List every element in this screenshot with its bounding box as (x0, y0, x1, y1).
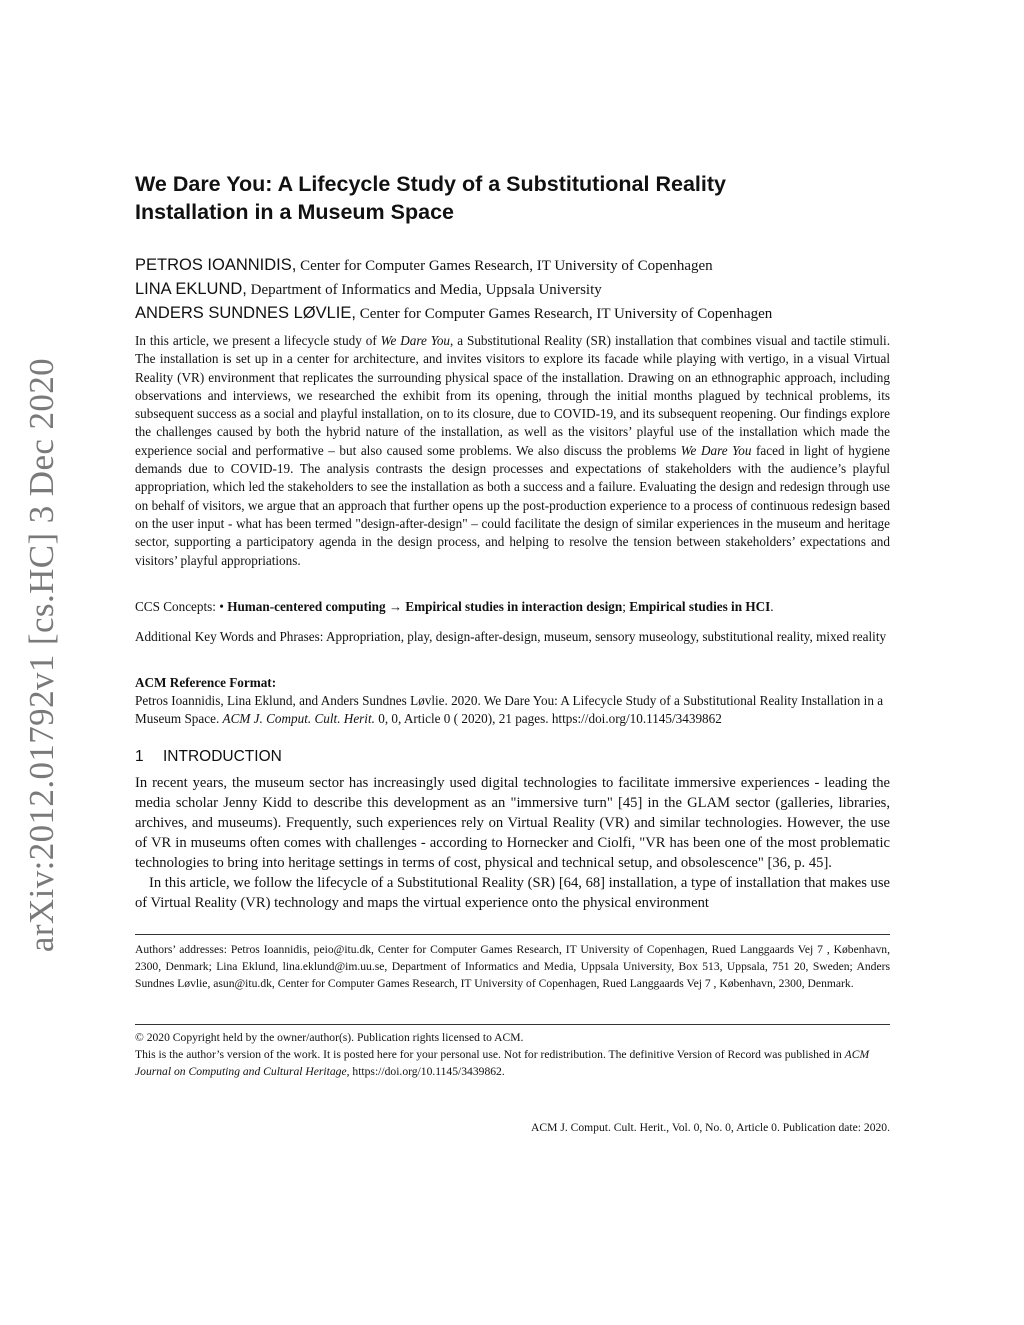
intro-paragraph-2: In this article, we follow the lifecycle of a Substitutional Reality (SR) [64, 68] installation, a type of installation that makes use of Virtual Reality (VR) technology and maps the virtual experience onto the physical environment (135, 875, 890, 911)
section-heading (135, 747, 282, 767)
acm-reference-part-1: Petros Ioannidis, Lina Eklund, and Anders Sundnes Løvlie. 2020. We Dare You: A Lifecycle Study of a Substitutional Reality Installation in a Museum Space. (135, 693, 884, 726)
copyright-text-a: This is the author’s version of the work. It is posted here for your personal use. Not for redistribution. The definitive Version of Record was published in (135, 1048, 845, 1061)
author-entry (135, 302, 890, 326)
abstract (135, 332, 890, 570)
authors-addresses: Authors’ addresses: Petros Ioannidis, peio@itu.dk, Center for Computer Games Research, IT University of Copenhagen, Rued Langgaards Vej 7 , København, 2300, Denmark; Lina Eklund, lina.eklund@im.uu.se, Department of Informatics and Media, Uppsala University, Box 513, Uppsala, 751 20, Sweden; Anders Sundnes Løvlie, asun@itu.dk, Center for Computer Games Research, IT University of Copenhagen, Rued Langgaards Vej 7 , København, 2300, Denmark. (135, 943, 890, 990)
paper-title (135, 170, 890, 226)
title-line-1: We Dare You: A Lifecycle Study of a Substitutional Reality (135, 172, 726, 196)
author-name: PETROS IOANNIDIS, (135, 256, 297, 274)
author-affiliation: Center for Computer Games Research, IT University of Copenhagen (296, 258, 713, 274)
abstract-text-3: faced in light of hygiene demands due to COVID-19. The analysis contrasts the design processes and expectations of stakeholders with the audience’s playful appropriation, which led the stakeholders to see the installation as both a success and a failure. Evaluating the design and redesign through use on behalf of visitors, we argue that an approach that further opens up the post-production experience to a process of continuous redesign based on the user input - what has been termed "design-after-design" – could facilitate the design of similar experiences in the museum and heritage sector, supporting a participatory agenda in the design process, and helping to resolve the tension between stakeholders’ expectations and visitors’ playful appropriations. (135, 442, 890, 568)
ccs-concept-2: Empirical studies in HCI (629, 599, 771, 614)
arxiv-stamp-text: arXiv:2012.01792v1 [cs.HC] 3 Dec 2020 (22, 357, 61, 953)
acm-reference-text (135, 692, 890, 728)
author-affiliation: Center for Computer Games Research, IT University of Copenhagen (355, 306, 773, 322)
author-entry (135, 254, 890, 278)
ccs-label: CCS Concepts: (135, 599, 220, 614)
author-name: ANDERS SUNDNES LØVLIE, (135, 304, 356, 322)
ccs-concepts (135, 598, 890, 616)
page-footer: ACM J. Comput. Cult. Herit., Vol. 0, No. 0, Article 0. Publication date: 2020. (531, 1121, 890, 1134)
title-line-2: Installation in a Museum Space (135, 200, 454, 224)
acm-reference-heading: ACM Reference Format: (135, 675, 277, 690)
copyright-notice (135, 1029, 890, 1080)
copyright-line-2 (135, 1046, 890, 1080)
abstract-work-title-2: We Dare You (680, 442, 752, 458)
section-number: 1 (135, 748, 144, 765)
introduction-body (135, 773, 890, 913)
author-name: LINA EKLUND, (135, 280, 247, 298)
author-entry (135, 278, 890, 302)
copyright-journal: ACM Journal on Computing and Cultural Heritage (135, 1048, 870, 1078)
ccs-end: . (770, 599, 774, 614)
abstract-text-2: , a Substitutional Reality (SR) installation that combines visual and tactile stimuli. The installation is set up in a center for architecture, and invites visitors to explore its facade while playing with vertigo, in a visual Virtual Reality (VR) environment that replicates the surrounding physical space of the installation. Drawing on an ethnographic approach, including observations and interviews, we researched the exhibit from its opening, through the initial months plagued by technical problems, its subsequent success as a social and playful installation, on to its closure, due to COVID-19, and its subsequent reopening. Our findings explore the challenges caused by both the hybrid nature of the installation, as well as the visitors’ playful use of the installation which made the experience social and performative – but also caused some problems. We also discuss the problems (135, 333, 890, 458)
abstract-text-1: In this article, we present a lifecycle study of (135, 333, 381, 348)
author-list (135, 254, 890, 326)
abstract-work-title: We Dare You (380, 333, 451, 348)
keywords: Additional Key Words and Phrases: Appropriation, play, design-after-design, museum, sensory museology, substitutional reality, mixed reality (135, 629, 887, 644)
copyright-rule (135, 1024, 890, 1025)
acm-reference (135, 674, 890, 728)
ccs-concept-1: Human-centered computing → Empirical studies in interaction design (227, 599, 623, 614)
intro-paragraph-1: In recent years, the museum sector has increasingly used digital technologies to facilitate immersive experiences - leading the media scholar Jenny Kidd to describe this development as an "immersive turn" [45] in the GLAM sector (galleries, libraries, archives, and museums). Frequently, such experiences rely on Virtual Reality (VR) and similar technologies. However, the use of VR in museums often comes with challenges - according to Hornecker and Ciolfi, "VR has been one of the most problematic technologies to bring into heritage settings in terms of cost, physical and technical setup, and obsolescence" [36, p. 45]. (135, 775, 890, 871)
copyright-text-b: , https://doi.org/10.1145/3439862. (346, 1065, 505, 1078)
section-title: INTRODUCTION (163, 748, 282, 765)
acm-reference-journal: ACM J. Comput. Cult. Herit. (222, 711, 375, 726)
acm-reference-part-2: 0, 0, Article 0 ( 2020), 21 pages. https://doi.org/10.1145/3439862 (374, 711, 722, 726)
author-affiliation: Department of Informatics and Media, Uppsala University (246, 282, 602, 298)
copyright-line-1: © 2020 Copyright held by the owner/author(s). Publication rights licensed to ACM. (135, 1031, 524, 1044)
footnote-rule (135, 934, 890, 935)
ccs-bullet: • (219, 599, 228, 614)
ccs-separator: ; (622, 599, 630, 614)
arxiv-stamp (22, 352, 62, 958)
